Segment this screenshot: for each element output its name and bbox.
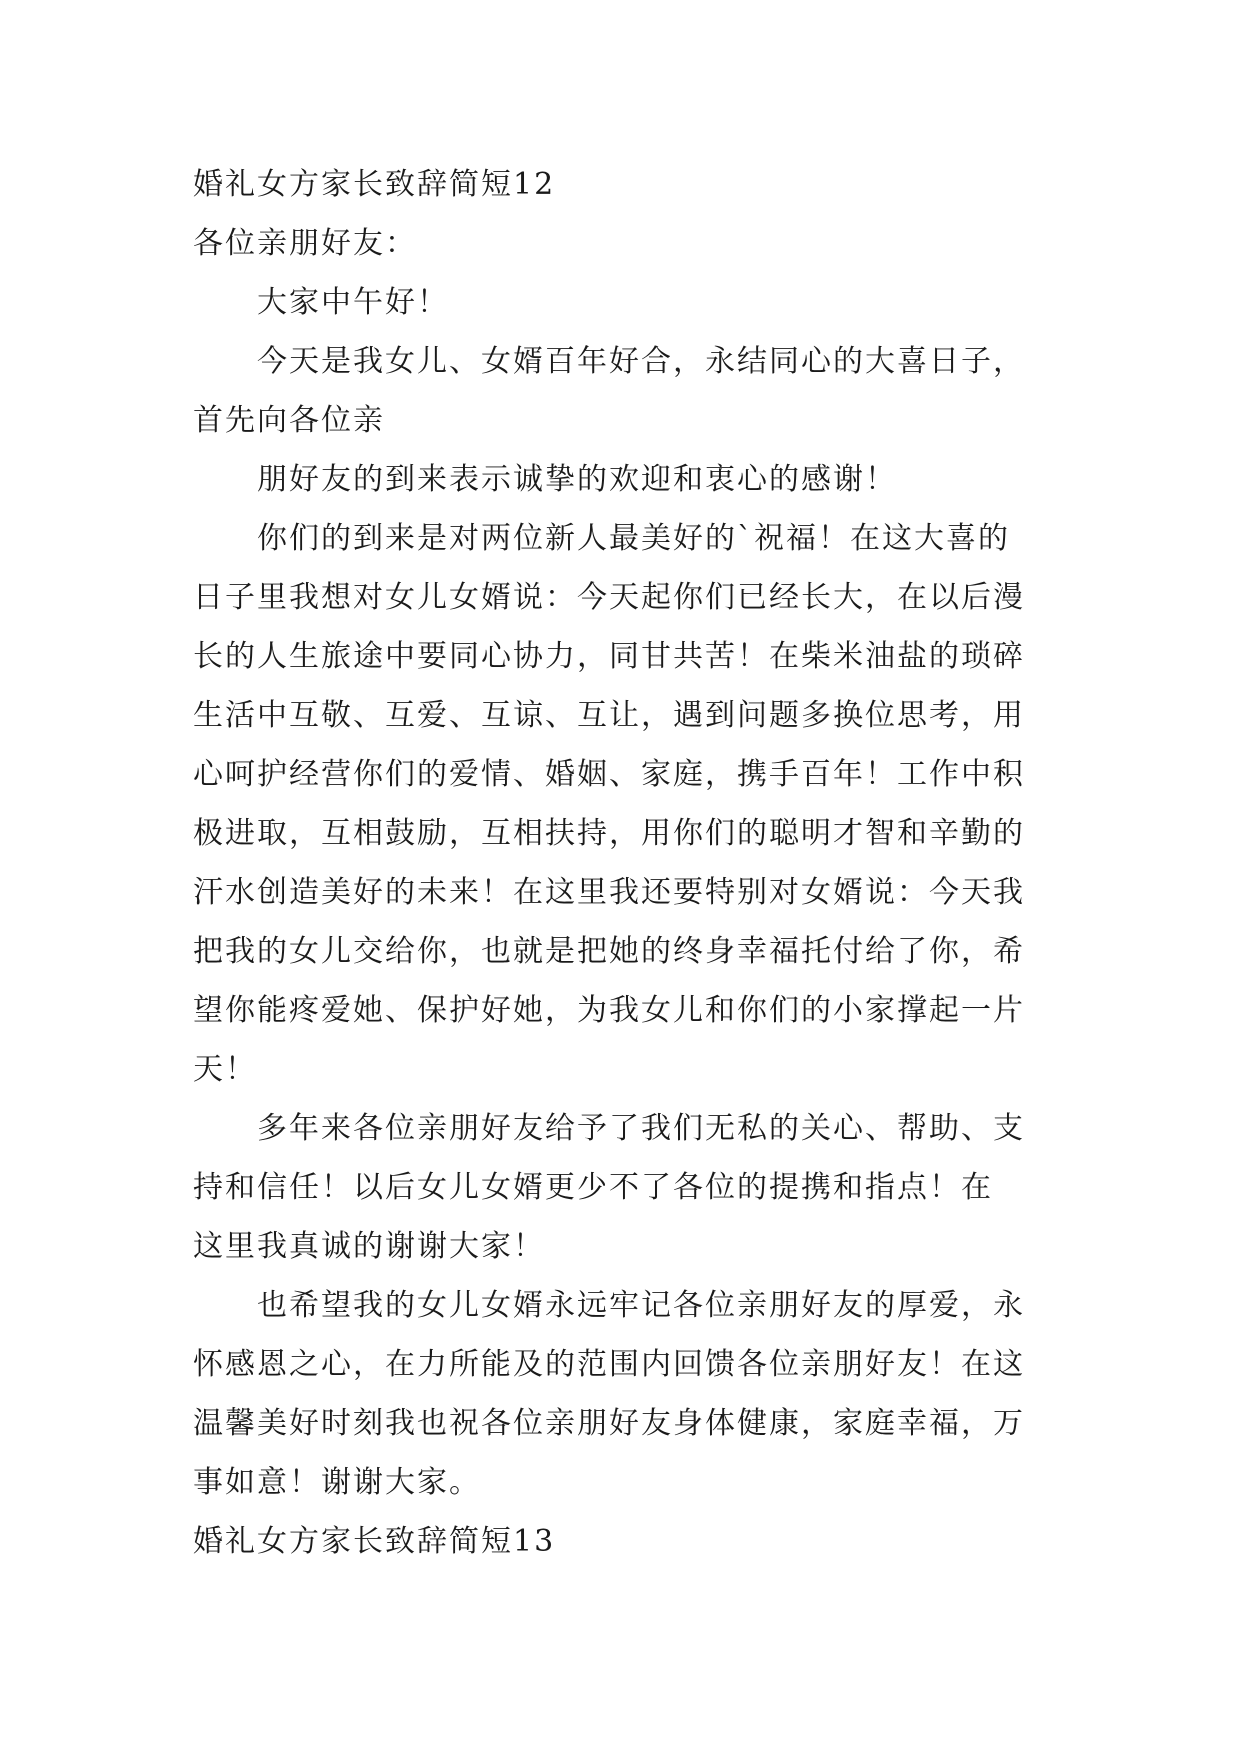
text-line: 朋好友的到来表示诚挚的欢迎和衷心的感谢！ bbox=[257, 462, 897, 497]
text-line: 多年来各位亲朋好友给予了我们无私的关心、帮助、支 bbox=[257, 1111, 1025, 1146]
text-line: 生活中互敬、互爱、互谅、互让，遇到问题多换位思考，用 bbox=[193, 698, 1025, 733]
text-line: 望你能疼爱她、保护好她，为我女儿和你们的小家撑起一片 bbox=[193, 993, 1025, 1028]
text-line: 汗水创造美好的未来！在这里我还要特别对女婿说：今天我 bbox=[193, 875, 1025, 910]
text-line: 日子里我想对女儿女婿说：今天起你们已经长大，在以后漫 bbox=[193, 580, 1025, 615]
section-heading-13: 婚礼女方家长致辞简短13 bbox=[193, 1524, 556, 1559]
text-line: 心呵护经营你们的爱情、婚姻、家庭，携手百年！工作中积 bbox=[193, 757, 1025, 792]
text-line: 持和信任！以后女儿女婿更少不了各位的提携和指点！在 bbox=[193, 1170, 993, 1205]
section-heading-12: 婚礼女方家长致辞简短12 bbox=[193, 167, 556, 202]
salutation: 各位亲朋好友： bbox=[193, 226, 417, 261]
text-line: 事如意！谢谢大家。 bbox=[193, 1465, 481, 1500]
text-line-greeting: 大家中午好！ bbox=[257, 285, 449, 320]
document-body bbox=[193, 155, 1053, 1571]
text-line: 把我的女儿交给你，也就是把她的终身幸福托付给了你，希 bbox=[193, 934, 1025, 969]
text-line: 你们的到来是对两位新人最美好的`祝福！在这大喜的 bbox=[257, 521, 1010, 556]
text-line: 天！ bbox=[193, 1052, 257, 1087]
text-line: 极进取，互相鼓励，互相扶持，用你们的聪明才智和辛勤的 bbox=[193, 816, 1025, 851]
text-line: 怀感恩之心，在力所能及的范围内回馈各位亲朋好友！在这 bbox=[193, 1347, 1025, 1382]
text-line: 也希望我的女儿女婿永远牢记各位亲朋好友的厚爱，永 bbox=[257, 1288, 1025, 1323]
text-line: 温馨美好时刻我也祝各位亲朋好友身体健康，家庭幸福，万 bbox=[193, 1406, 1025, 1441]
text-line: 首先向各位亲 bbox=[193, 403, 385, 438]
text-line: 这里我真诚的谢谢大家！ bbox=[193, 1229, 545, 1264]
text-line: 长的人生旅途中要同心协力，同甘共苦！在柴米油盐的琐碎 bbox=[193, 639, 1025, 674]
text-line: 今天是我女儿、女婿百年好合，永结同心的大喜日子， bbox=[257, 344, 1025, 379]
